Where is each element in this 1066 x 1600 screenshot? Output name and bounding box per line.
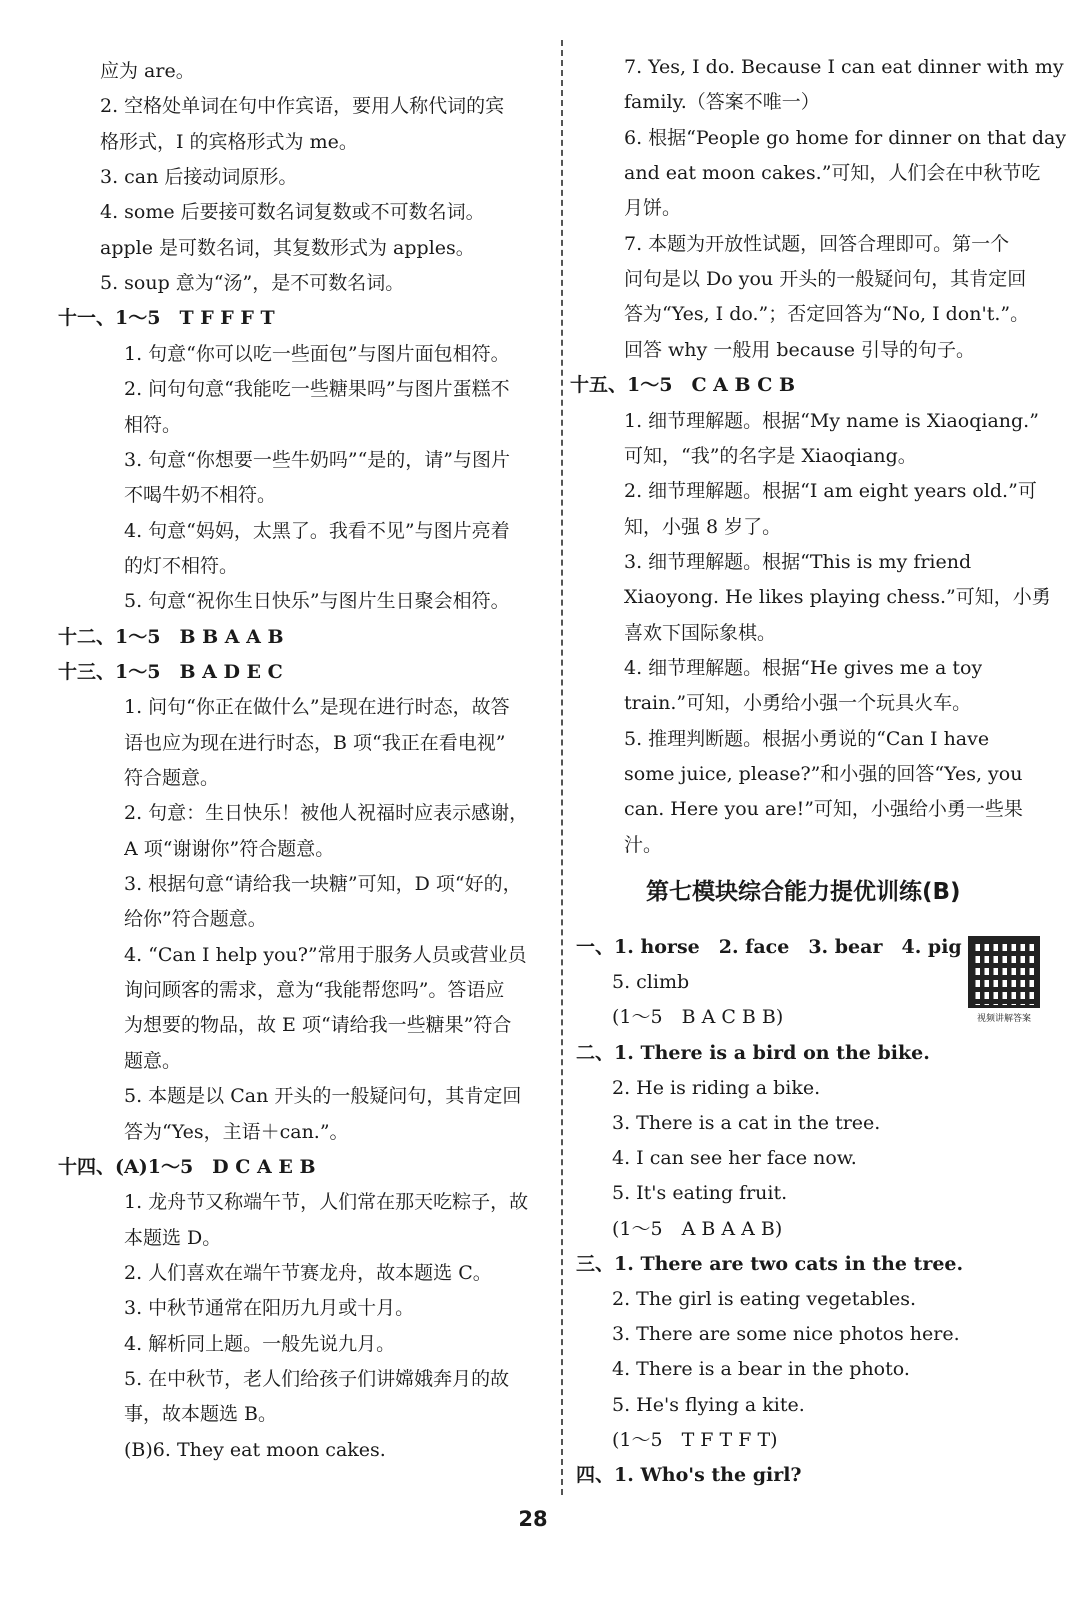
text-line: (1～5 T F T F T) [612,1428,778,1451]
text-line: 2. 句意：生日快乐！被他人祝福时应表示感谢， [124,802,529,825]
text-line: 知，小强 8 岁了。 [624,515,782,538]
text-line: (B)6. They eat moon cakes. [124,1438,386,1461]
text-line: 十三、1～5 B A D E C [58,660,283,683]
text-line: 十二、1～5 B B A A B [58,625,284,648]
text-line: 3. There is a cat in the tree. [612,1112,881,1134]
column-divider [561,40,563,1495]
text-line: 3. There are some nice photos here. [612,1323,960,1346]
text-line: 回答 why 一般用 because 引导的句子。 [624,338,975,361]
text-line: 3. can 后接动词原形。 [100,166,298,189]
text-line: 4. 句意“妈妈，太黑了。我看不见”与图片亮着 [124,519,510,542]
text-line: A 项“谢谢你”符合题意。 [124,837,335,860]
text-line: 3. 句意“你想要一些牛奶吗”“是的，请”与图片 [124,448,511,471]
text-line: 为想要的物品，故 E 项“请给我一些糖果”符合 [124,1014,512,1037]
text-line: 可知，“我”的名字是 Xiaoqiang。 [624,444,917,467]
text-line: 1. 细节理解题。根据“My name is Xiaoqiang.” [624,409,1039,432]
text-line: 2. 人们喜欢在端午节赛龙舟，故本题选 C。 [124,1261,492,1284]
text-line: 十四、(A)1～5 D C A E B [58,1155,316,1178]
text-line: can. Here you are!”可知，小强给小勇一些果 [624,798,1023,821]
text-line: 4. 细节理解题。根据“He gives me a toy [624,656,983,679]
text-line: 5. 在中秋节，老人们给孩子们讲嫦娥奔月的故 [124,1367,510,1390]
text-line: 5. 本题是以 Can 开头的一般疑问句，其肯定回 [124,1085,522,1108]
text-line: 5. He's flying a kite. [612,1393,805,1416]
section-heading: 第七模块综合能力提优训练(B) [646,879,961,905]
text-line: (1～5 B A C B B) [612,1006,784,1029]
text-line: 2. The girl is eating vegetables. [612,1288,917,1310]
text-line: family.（答案不唯一） [624,91,820,114]
text-line: 给你”符合题意。 [124,908,267,931]
text-line: 问句是以 Do you 开头的一般疑问句，其肯定回 [624,268,1027,291]
text-line: 十五、1～5 C A B C B [570,374,796,397]
text-line: 7. 本题为开放性试题，回答合理即可。第一个 [624,232,1010,255]
text-line: 本题选 D。 [124,1226,222,1249]
text-line: 不喝牛奶不相符。 [124,484,277,507]
text-line: 2. 细节理解题。根据“I am eight years old.”可 [624,480,1037,503]
text-line: 6. 根据“People go home for dinner on that day [624,126,1066,149]
text-line: 事，故本题选 B。 [124,1403,278,1426]
text-line: 答为“Yes, I do.”；否定回答为“No, I don't.”。 [624,303,1030,326]
text-line: 四、1. Who's the girl? [576,1464,802,1486]
text-line: 2. He is riding a bike. [612,1076,821,1099]
text-line: 一、1. horse 2. face 3. bear 4. pig [576,936,962,958]
text-line: 喜欢下国际象棋。 [624,621,777,644]
page-number: 28 [518,1507,548,1531]
text-line: 5. climb [612,971,690,994]
text-line: 1. 句意“你可以吃一些面包”与图片面包相符。 [124,342,510,365]
text-line: 5. It's eating fruit. [612,1182,788,1205]
text-line: 应为 are。 [100,60,195,82]
text-line: 4. There is a bear in the photo. [612,1358,910,1381]
text-line: 月饼。 [624,197,682,220]
text-line: 2. 问句句意“我能吃一些糖果吗”与图片蛋糕不 [124,378,510,401]
text-line: 4. some 后要接可数名词复数或不可数名词。 [100,201,485,224]
text-line: some juice, please?”和小强的回答“Yes, you [624,763,1023,785]
text-line: 符合题意。 [124,767,220,789]
text-line: 十一、1～5 T F F F T [58,307,275,330]
text-line: 2. 空格处单词在句中作宾语，要用人称代词的宾 [100,95,505,118]
text-line: 5. 推理判断题。根据小勇说的“Can I have [624,727,990,750]
text-line: 3. 细节理解题。根据“This is my friend [624,550,972,573]
text-line: 答为“Yes，主语＋can.”。 [124,1120,349,1143]
text-line: 汁。 [624,833,663,856]
text-line: 相符。 [124,413,182,436]
text-line: and eat moon cakes.”可知，人们会在中秋节吃 [624,162,1041,185]
text-line: 7. Yes, I do. Because I can eat dinner with my [624,56,1064,78]
text-line: apple 是可数名词，其复数形式为 apples。 [100,236,475,259]
text-line: 1. 问句“你正在做什么”是现在进行时态，故答 [124,696,510,719]
text-line: 4. I can see her face now. [612,1147,857,1170]
qr-code-icon [968,936,1040,1008]
text-line: 格形式，I 的宾格形式为 me。 [100,130,358,153]
text-line: 3. 根据句意“请给我一块糖”可知，D 项“好的， [124,873,522,896]
text-line: train.”可知，小勇给小强一个玩具火车。 [624,692,972,715]
text-line: Xiaoyong. He likes playing chess.”可知，小勇 [624,586,1051,609]
text-line: 5. soup 意为“汤”，是不可数名词。 [100,272,405,295]
text-line: 语也应为现在进行时态，B 项“我正在看电视” [124,731,506,754]
text-line: 3. 中秋节通常在阳历九月或十月。 [124,1297,415,1320]
text-line: 1. 龙舟节又称端午节，人们常在那天吃粽子，故 [124,1191,529,1214]
qr-caption: 视频讲解答案 [976,1014,1031,1024]
text-line: 4. 解析同上题。一般先说九月。 [124,1332,396,1355]
text-line: 二、1. There is a bird on the bike. [576,1041,930,1064]
text-line: 5. 句意“祝你生日快乐”与图片生日聚会相符。 [124,590,510,613]
text-line: (1～5 A B A A B) [612,1217,783,1240]
text-line: 三、1. There are two cats in the tree. [576,1252,964,1275]
text-line: 4. “Can I help you?”常用于服务人员或营业员 [124,943,527,966]
text-line: 题意。 [124,1049,182,1072]
text-line: 询问顾客的需求，意为“我能帮您吗”。答语应 [124,979,505,1002]
text-line: 的灯不相符。 [124,554,239,577]
